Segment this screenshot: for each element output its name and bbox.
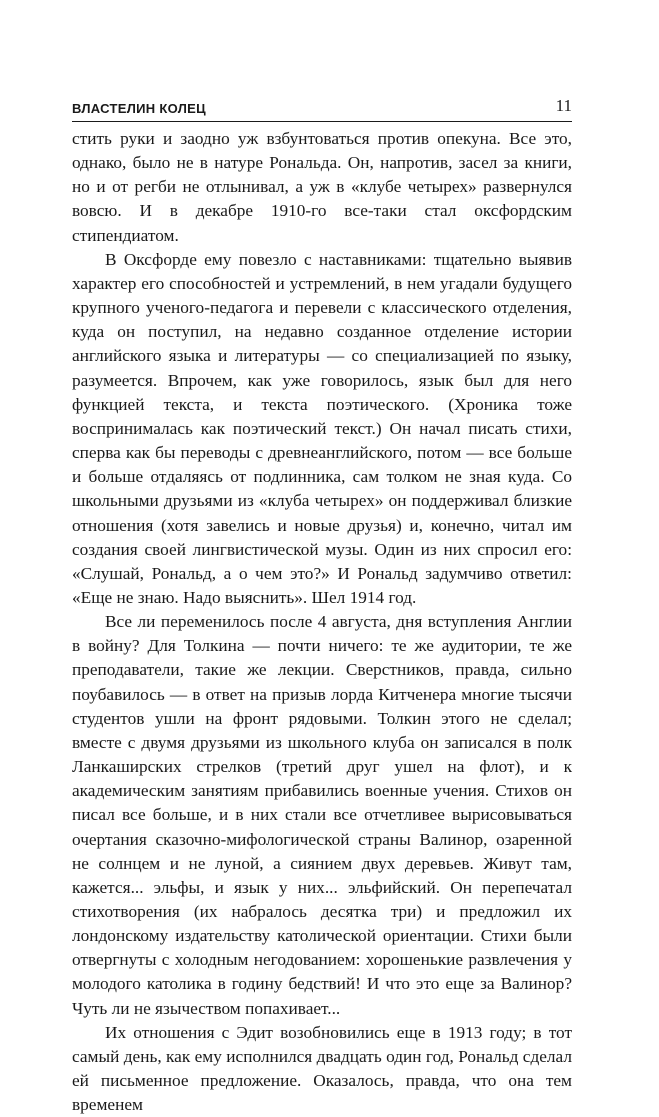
paragraph-3: Все ли переменилось после 4 августа, дня вступления Англии в войну? Для Толкина — почти ничего: те же аудитории, те же преподаватели, такие же лекции. Сверстников, правда, сильно поубавилось — в ответ на призыв лорда Китченера многие тысячи студентов ушли на фронт рядовыми. Толкин этого не сделал; вместе с двумя друзьями из школьного клуба он записался в полк Ланкаширских стрелков (третий друг ушел на флот), и к академическим занятиям прибавились военные учения. Стихов он писал все больше, и в них стали все отчетливее вырисовываться очертания сказочно-мифологической страны Валинор, озаренной не солнцем и не луной, а сиянием двух деревьев. Живут там, кажется... эльфы, и язык у них... эльфийский. Он перепечатал стихотворения (их набралось десятка три) и предложил их лондонскому издательству католической ориентации. Стихи были отвергнуты с холодным негодованием: хорошенькие развлечения у молодого католика в годину бедствий! И что это еще за Валинор? Чуть ли не язычеством попахивает... <box>72 612 572 1018</box>
running-head <box>72 96 572 116</box>
paragraph-2: В Оксфорде ему повезло с наставниками: тщательно выявив характер его способностей и устремлений, в нем угадали будущего крупного ученого-педагога и перевели с классического отделения, куда он поступил, на недавно созданное отделение истории английского языка и литературы — со специализацией по языку, разумеется. Впрочем, как уже говорилось, язык был для него функцией текста, и текста поэтического. (Хроника тоже воспринималась как поэтический текст.) Он начал писать стихи, сперва как бы переводы с древнеанглийского, потом — все больше и больше отдаляясь от подлинника, сам толком не зная куда. Со школьными друзьями из «клуба четырех» он поддерживал близкие отношения (хотя завелись и новые друзья) и, конечно, читал им создания своей лингвистической музы. Один из них спросил его: «Слушай, Рональд, а о чем это?» И Рональд задумчиво ответил: «Еще не знаю. Надо выяснить». Шел 1914 год. <box>72 249 572 607</box>
header-rule <box>72 121 572 122</box>
running-title: ВЛАСТЕЛИН КОЛЕЦ <box>72 101 206 116</box>
paragraph-4: Их отношения с Эдит возобновились еще в 1913 году; в тот самый день, как ему исполнился двадцать один год, Рональд сделал ей письменное предложение. Оказалось, правда, что она тем временем <box>72 1022 572 1115</box>
page-number: 11 <box>555 96 572 115</box>
paragraph-1: стить руки и заодно уж взбунтоваться против опекуна. Все это, однако, было не в натуре Рональда. Он, напротив, засел за книги, но и от регби не отлынивал, а уж в «клубе четырех» развернулся вовсю. И в декабре 1910-го все-таки стал оксфордским стипендиатом. <box>72 129 572 245</box>
body-text <box>72 127 572 1117</box>
